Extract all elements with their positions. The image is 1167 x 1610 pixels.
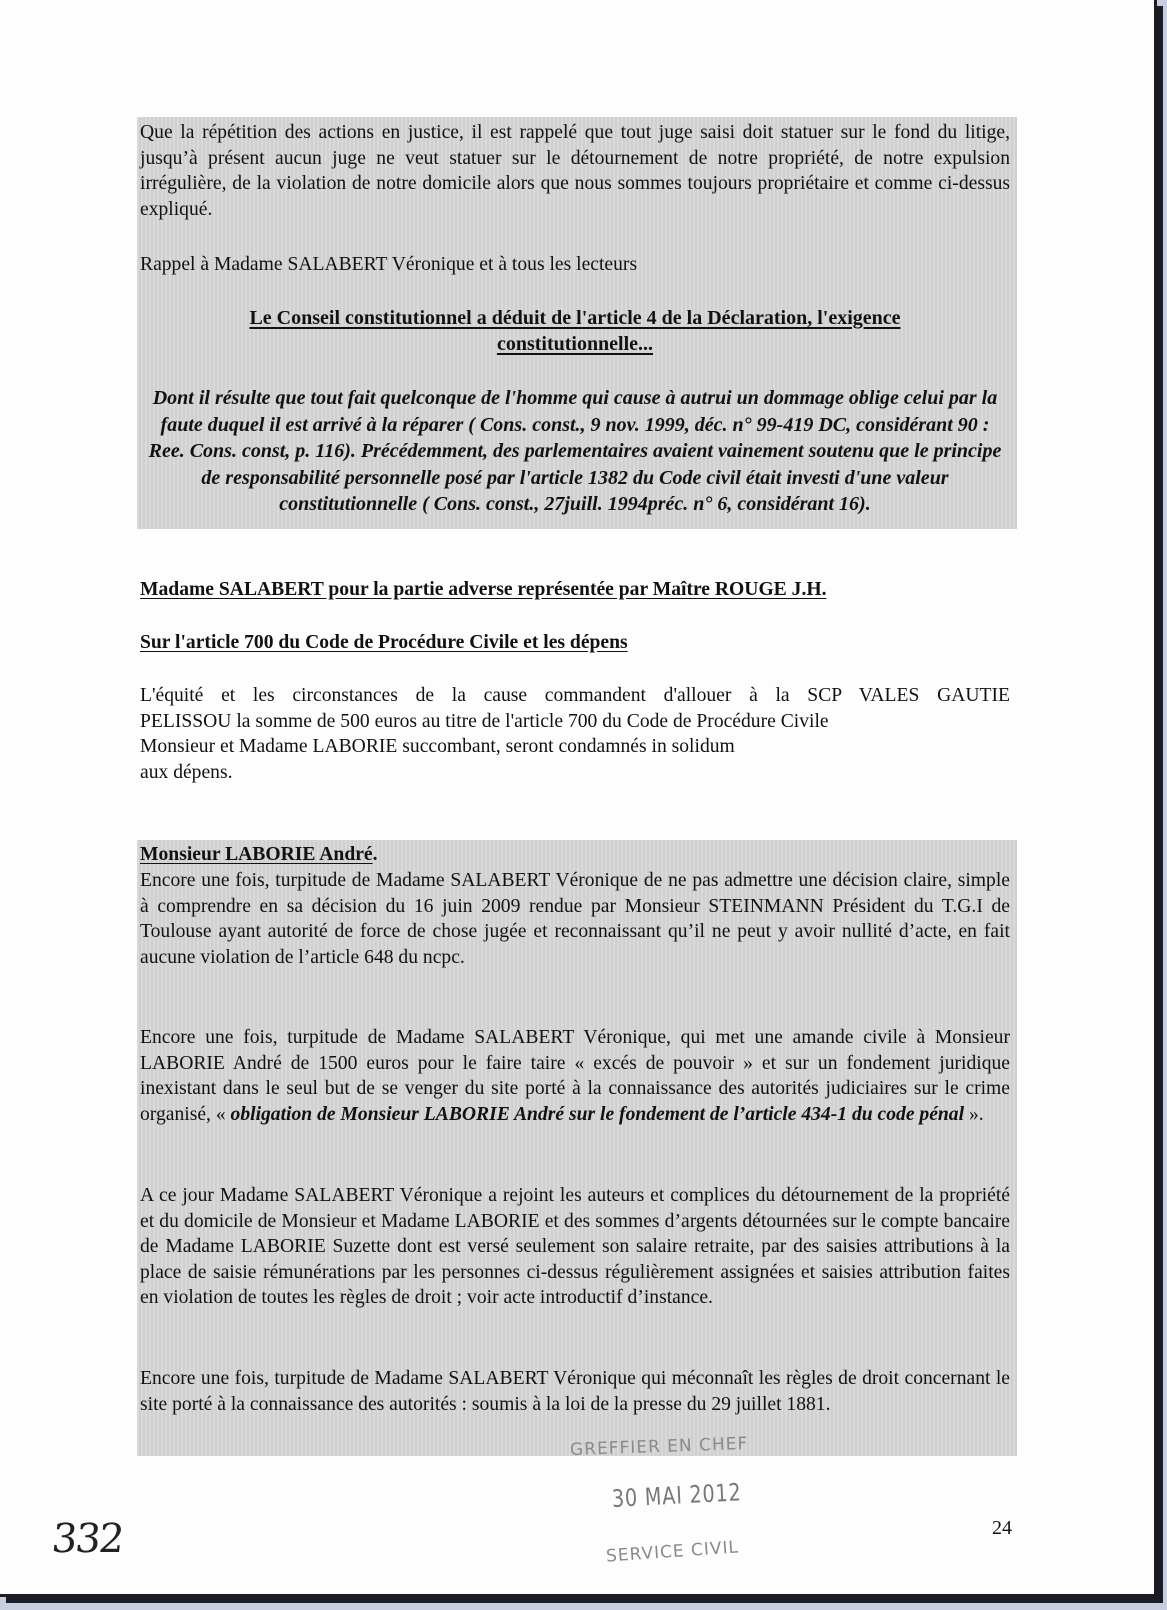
paragraph-encore-3: Encore une fois, turpitude de Madame SALABERT Véronique qui méconnaît les règles de droit concernant le site porté à la connaissance des autorités : soumis à la loi de la presse du 29 juillet 1881. (140, 1368, 1010, 1415)
stamp-service: SERVICE CIVIL (605, 1537, 740, 1567)
quote-block: Dont il résulte que tout fait quelconque de l'homme qui cause à autrui un dommage oblige celui par la faute duquel il est arrivé à la réparer ( Cons. const., 9 nov. 1999, déc. n° 99-419 DC, considérant 90 : Ree. Cons. const, p. 116). Précédemment, des parlementaires avaient vainement soutenu que le principe de responsabilité personnelle posé par l'article 1382 du Code civil était investi d'une valeur constitutionnelle ( Cons. const., 27juill. 1994préc. n° 6, considérant 16). (148, 387, 1002, 515)
equite-line: PELISSOU la somme de 500 euros au titre de l'article 700 du Code de Procédure Civile (140, 710, 829, 732)
heading-laborie-dot: . (372, 844, 378, 865)
conseil-heading-line1: Le Conseil constitutionnel a déduit de l'article 4 de la Déclaration, l'exigence (249, 307, 901, 329)
conseil-heading (140, 305, 1010, 357)
paragraph-intro: Que la répétition des actions en justice, il est rappelé que tout juge saisi doit statuer sur le fond du litige, jusqu’à présent aucun juge ne veut statuer sur le détournement de notre propriété, de notre expulsion irrégulière, de la violation de notre domicile alors que nous sommes toujours propriétaire et comme ci-dessus expliqué. (140, 122, 1010, 220)
paragraph-encore-1: Encore une fois, turpitude de Madame SALABERT Véronique de ne pas admettre une décision claire, simple à comprendre en sa décision du 16 juin 2009 rendue par Monsieur STEINMANN Président du T.G.I de Toulouse ayant autorité de force de chose jugée et reconnaissant qu’il ne peut y avoir nullité d’acte, en fait aucune violation de l’article 648 du ncpc. (140, 870, 1010, 968)
equite-line: L'équité et les circonstances de la cause commandent d'allouer à la SCP VALES GAUTIE (140, 685, 1010, 706)
stamp-date: 30 MAI 2012 (611, 1478, 743, 1513)
heading-salabert (140, 577, 1010, 603)
heading-laborie-text: Monsieur LABORIE André (140, 844, 373, 865)
heading-article-700-text: Sur l'article 700 du Code de Procédure Civile et les dépens (140, 632, 628, 653)
paragraph-encore-2 (140, 1025, 1010, 1127)
heading-salabert-text: Madame SALABERT pour la partie adverse représentée par Maître ROUGE J.H. (140, 579, 827, 600)
paragraph-equite (140, 683, 1010, 785)
paragraph-encore-2-end: ». (964, 1103, 984, 1125)
page-number: 24 (992, 1517, 1012, 1539)
handwritten-number: 332 (49, 1516, 125, 1562)
paragraph-encore-2-bold: obligation de Monsieur LABORIE André sur le fondement de l’article 434-1 du code pénal (230, 1103, 965, 1125)
equite-line: aux dépens. (140, 761, 233, 783)
heading-laborie (140, 842, 1010, 868)
conseil-heading-line2: constitutionnelle... (496, 333, 654, 355)
paragraph-rappel: Rappel à Madame SALABERT Véronique et à tous les lecteurs (140, 254, 638, 275)
paragraph-encore-2-start: Encore une fois, turpitude de Madame SALABERT Véronique, qui met une amande civile à Monsieur LABORIE André de 1500 euros pour le faire taire « excés de pouvoir » et sur un fondement juridique inexistant dans le seul but de se venger du site porté à la connaissance des autorités judiciaires sur le crime organisé, « (140, 1027, 1010, 1125)
stamp-greffier: GREFFIER EN CHEF (569, 1433, 749, 1461)
heading-article-700 (140, 630, 1010, 656)
paragraph-a-ce-jour: A ce jour Madame SALABERT Véronique a rejoint les auteurs et complices du détournement de la propriété et du domicile de Monsieur et Madame LABORIE et des sommes d’argents détournées sur le compte bancaire de Madame LABORIE Suzette dont est versé seulement son salaire retraite, par des saisies attributions à la place de saisie rémunérations par les personnes ci-dessus régulièrement assignées et saisies attribution faites en violation de toutes les règles de droit ; voir acte introductif d’instance. (140, 1185, 1010, 1308)
equite-line: Monsieur et Madame LABORIE succombant, seront condamnés in solidum (140, 736, 735, 757)
